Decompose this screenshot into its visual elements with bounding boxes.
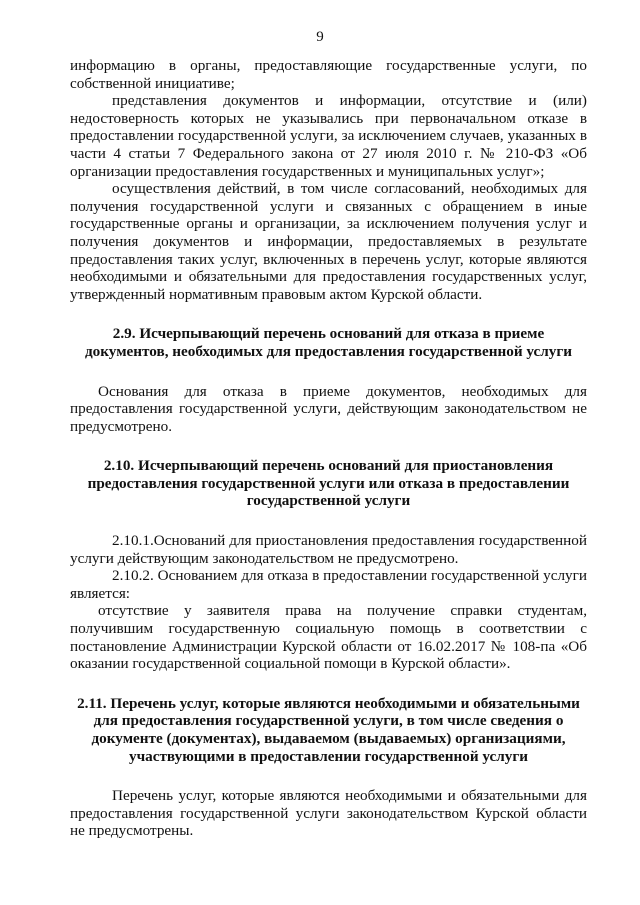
paragraph: осуществления действий, в том числе согласований, необходимых для получения государственной услуги и связанных с обращением в иные государственные органы и организации, за исключением получения услуг и получения документов и информации, предоставляемых в результате предоставления таких услуг, включенных в перечень услуг, которые являются необходимыми и обязательными для предоставления государственных услуг, утвержденный нормативным правовым актом Курской области. xyxy=(70,180,587,303)
section-heading: 2.10. Исчерпывающий перечень оснований для приостановления предоставления государственной услуги или отказа в предоставлении государственной услуги xyxy=(87,457,570,510)
paragraph: Основания для отказа в приеме документов, необходимых для предоставления государственной услуги, действующим законодательством не предусмотрено. xyxy=(70,382,587,435)
spacer xyxy=(70,435,587,457)
section-heading: 2.11. Перечень услуг, которые являются необходимыми и обязательными для предоставления государственной услуги, в том числе сведения о документе (документах), выдаваемом (выдаваемых) организациями, участвующими в предоставлении государственной услуги xyxy=(77,694,580,765)
paragraph: представления документов и информации, отсутствие и (или) недостоверность которых не указывались при первоначальном отказе в предоставлении государственной услуги, за исключением случаев, указанных в части 4 статьи 7 Федерального закона от 27 июля 2010 г. № 210-ФЗ «Об организации предоставления государственных и муниципальных услуг»; xyxy=(70,92,587,180)
paragraph: Перечень услуг, которые являются необходимыми и обязательными для предоставления государственной услуги законодательством Курской области не предусмотрены. xyxy=(70,787,587,840)
paragraph: отсутствие у заявителя права на получение справки студентам, получившим государственную социальную помощь в соответствии с постановление Администрации Курской области от 16.02.2017 № 108-па «Об оказании государственной социальной помощи в Курской области». xyxy=(70,602,587,673)
spacer xyxy=(70,361,587,383)
spacer xyxy=(70,510,587,532)
paragraph: информацию в органы, предоставляющие государственные услуги, по собственной инициативе; xyxy=(70,57,587,92)
document-body xyxy=(70,57,587,840)
section-heading: 2.9. Исчерпывающий перечень оснований для отказа в приеме документов, необходимых для предоставления государственной услуги xyxy=(84,325,573,360)
spacer xyxy=(70,765,587,787)
paragraph: 2.10.2. Основанием для отказа в предоставлении государственной услуги является: xyxy=(70,567,587,602)
spacer xyxy=(70,303,587,325)
paragraph: 2.10.1.Оснований для приостановления предоставления государственной услуги действующим законодательством не предусмотрено. xyxy=(70,532,587,567)
page-number: 9 xyxy=(316,29,324,45)
spacer xyxy=(70,673,587,695)
